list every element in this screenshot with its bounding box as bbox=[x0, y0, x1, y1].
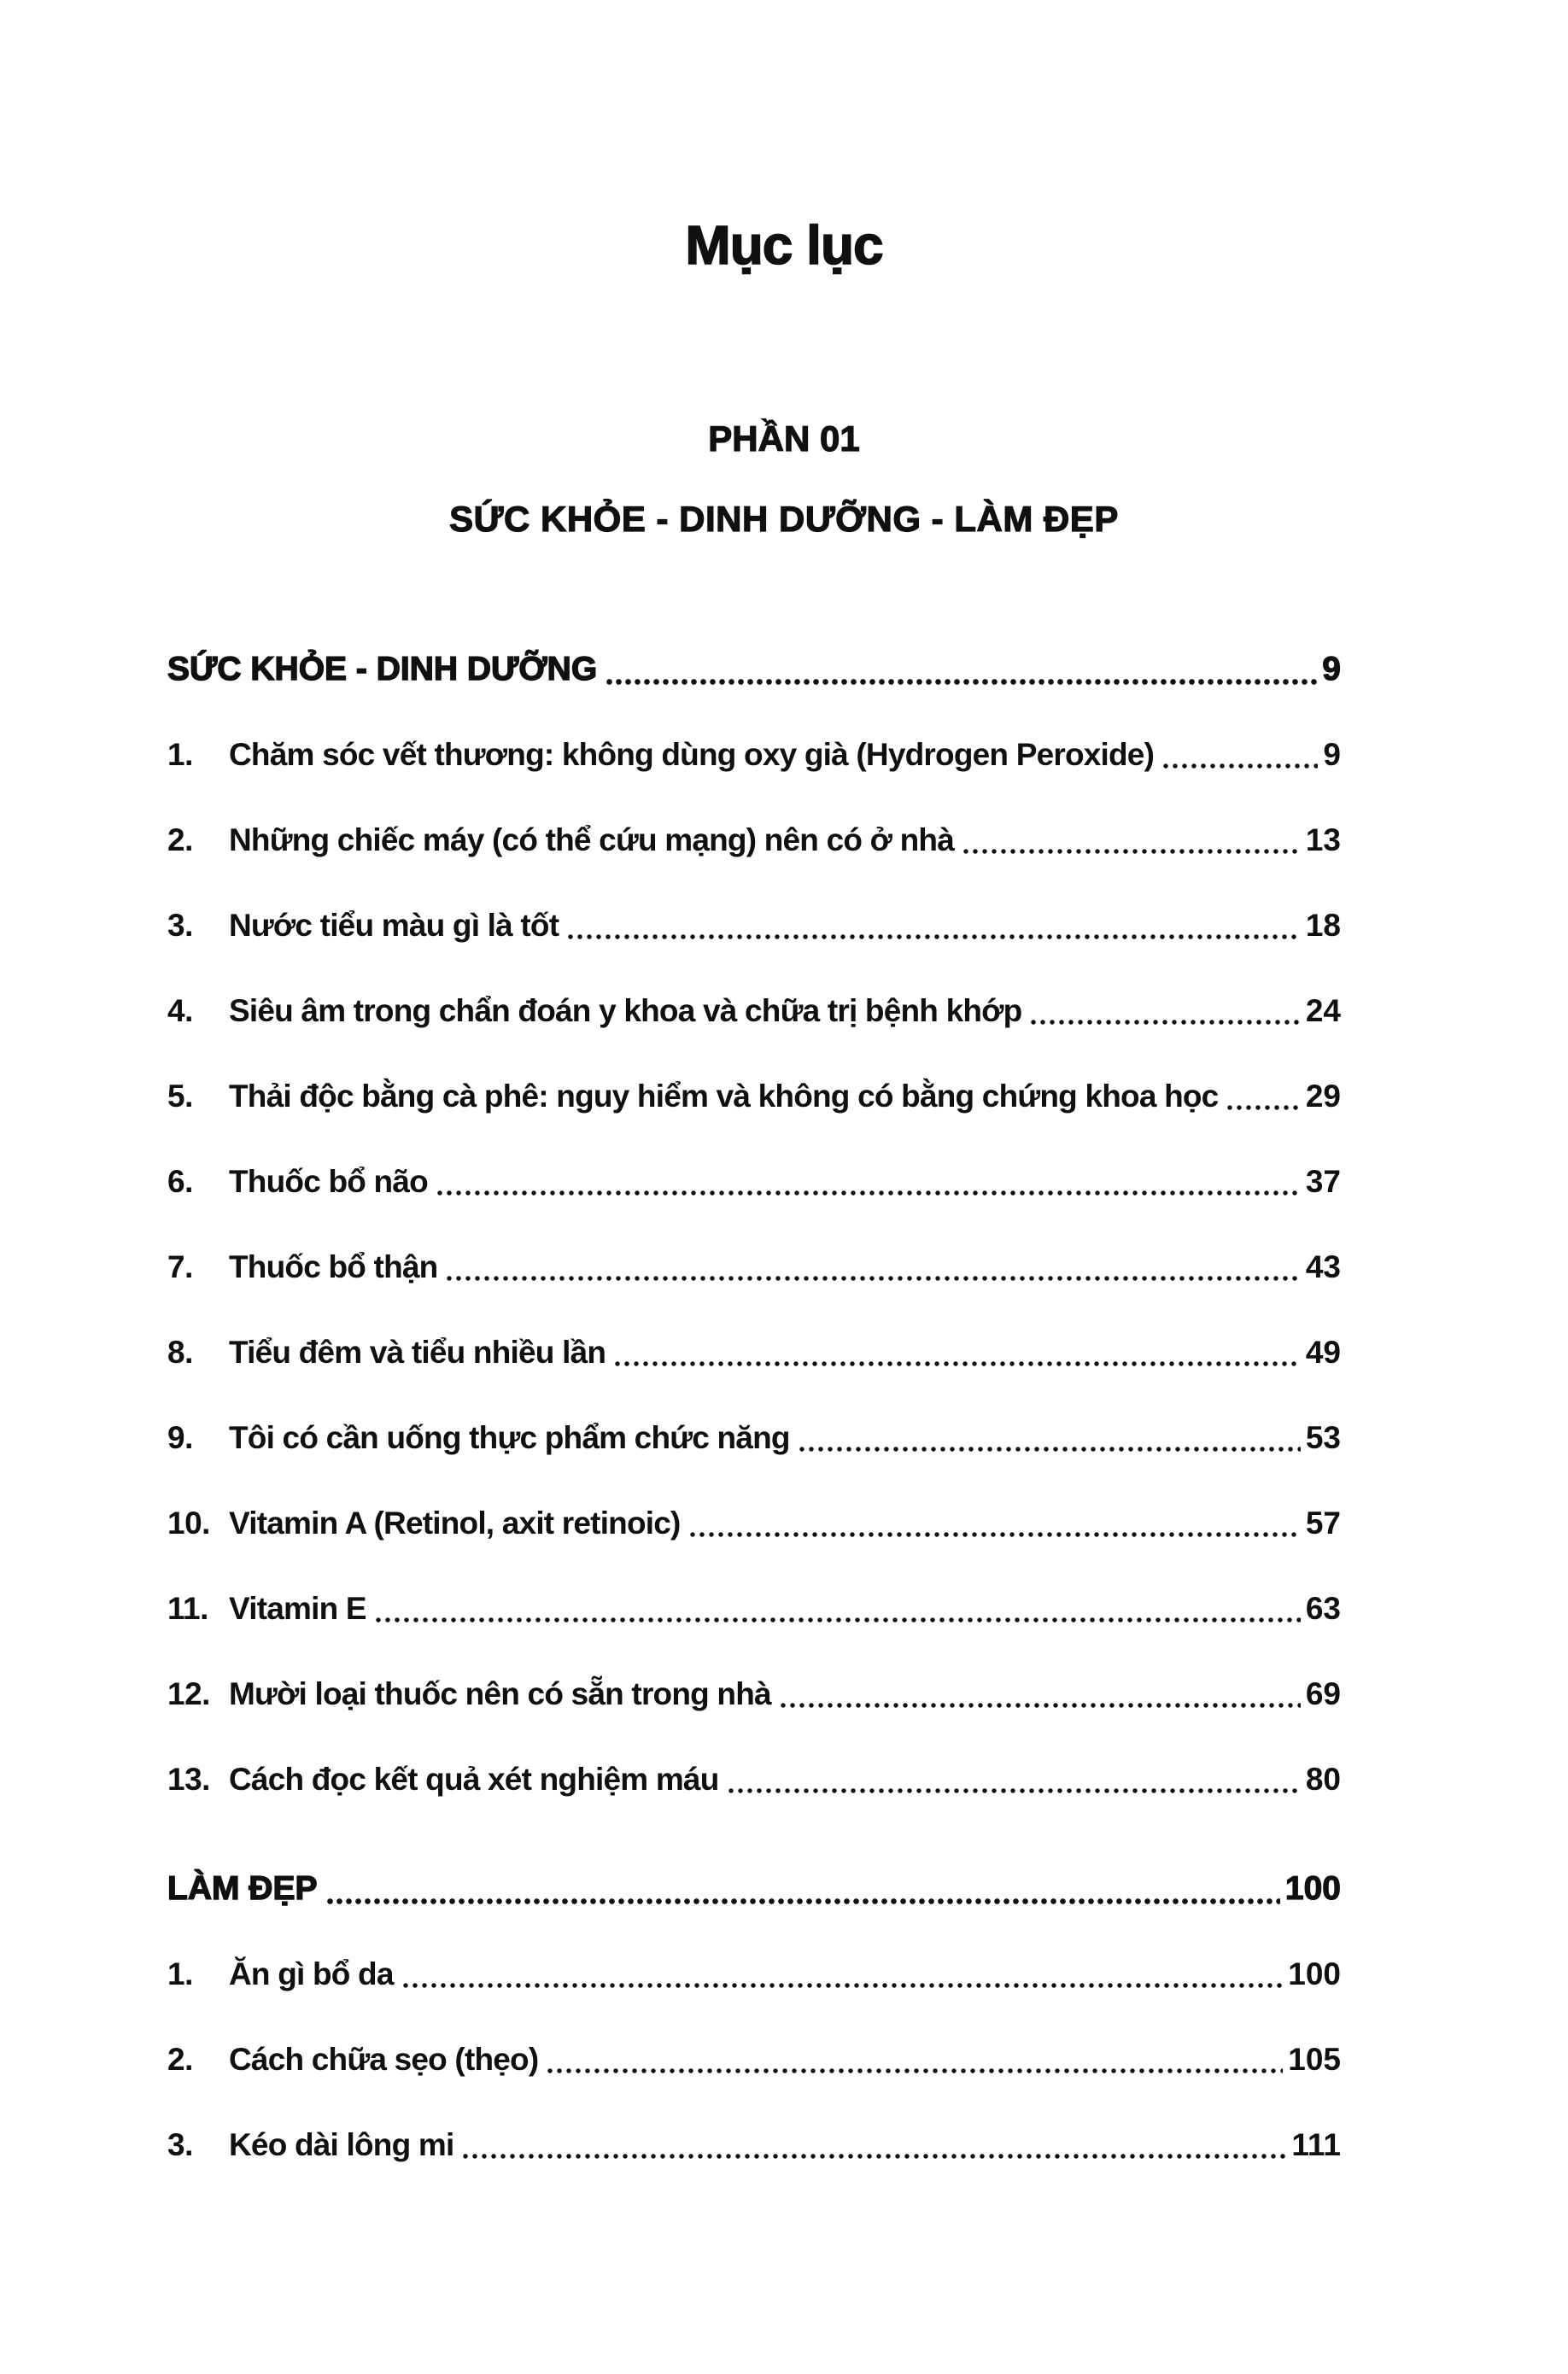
toc-item-number: 3. bbox=[167, 908, 193, 944]
toc-item-title: Vitamin E bbox=[229, 1591, 366, 1627]
toc-section bbox=[167, 1846, 1341, 2188]
toc-item-page-number: 29 bbox=[1305, 1079, 1341, 1114]
toc-item-title: Thải độc bằng cà phê: nguy hiểm và không có bằng chứng khoa học bbox=[229, 1079, 1219, 1114]
toc-section-heading-row bbox=[167, 627, 1341, 712]
toc-item-row bbox=[167, 712, 1341, 798]
toc-item-number: 6. bbox=[167, 1164, 193, 1200]
toc-item-title: Ăn gì bổ da bbox=[229, 1956, 394, 1992]
toc-section-heading-row bbox=[167, 1846, 1341, 1932]
toc-item-row bbox=[167, 798, 1341, 883]
toc-item-page-number: 9 bbox=[1323, 737, 1341, 773]
toc-item-page-number: 57 bbox=[1305, 1506, 1341, 1541]
toc-item-page-number: 37 bbox=[1305, 1164, 1341, 1200]
toc-item-title: Tiểu đêm và tiểu nhiều lần bbox=[229, 1335, 606, 1371]
toc-item-number: 2. bbox=[167, 2042, 193, 2078]
toc-item-number: 12. bbox=[167, 1676, 210, 1712]
part-label: PHẦN 01 bbox=[708, 418, 860, 459]
toc-item-number: 11. bbox=[167, 1591, 208, 1627]
toc-item-title: Thuốc bổ thận bbox=[229, 1249, 438, 1285]
toc-section bbox=[167, 627, 1341, 1822]
dot-leader bbox=[375, 1617, 1301, 1623]
dot-leader bbox=[799, 1446, 1301, 1453]
toc-item-page-number: 63 bbox=[1305, 1591, 1341, 1627]
toc-item-title: Vitamin A (Retinol, axit retinoic) bbox=[229, 1506, 681, 1541]
toc-item-page-number: 13 bbox=[1305, 822, 1341, 858]
toc-item-title: Siêu âm trong chẩn đoán y khoa và chữa trị bệnh khớp bbox=[229, 993, 1022, 1029]
dot-leader bbox=[436, 1190, 1301, 1196]
toc-item-page-number: 69 bbox=[1305, 1676, 1341, 1712]
toc-item-title: Những chiếc máy (có thể cứu mạng) nên có ở nhà bbox=[229, 822, 954, 858]
toc-item-page-number: 18 bbox=[1305, 908, 1341, 944]
toc-item-title: Cách đọc kết quả xét nghiệm máu bbox=[229, 1762, 719, 1798]
toc-item-row bbox=[167, 1481, 1341, 1566]
toc-item-title: Thuốc bổ não bbox=[229, 1164, 428, 1200]
toc-item-row bbox=[167, 1737, 1341, 1822]
toc-item-page-number: 100 bbox=[1288, 1956, 1341, 1992]
toc-item-number: 13. bbox=[167, 1762, 210, 1798]
toc-item-page-number: 111 bbox=[1291, 2127, 1341, 2163]
toc-item-row bbox=[167, 1652, 1341, 1737]
dot-leader bbox=[326, 1897, 1280, 1905]
toc-item-row bbox=[167, 1139, 1341, 1225]
toc-section-items bbox=[167, 1932, 1341, 2188]
dot-leader bbox=[462, 2153, 1286, 2160]
toc-item-row bbox=[167, 968, 1341, 1054]
page-title: Mục lục bbox=[685, 214, 883, 276]
section-heading: LÀM ĐẸP bbox=[167, 1870, 318, 1908]
toc-item-page-number: 49 bbox=[1305, 1335, 1341, 1371]
toc-item-page-number: 80 bbox=[1305, 1762, 1341, 1798]
toc-item-number: 3. bbox=[167, 2127, 193, 2163]
toc-item-number: 1. bbox=[167, 1956, 193, 1992]
dot-leader bbox=[1226, 1104, 1300, 1111]
toc-item-page-number: 105 bbox=[1288, 2042, 1341, 2078]
toc-item-row bbox=[167, 1566, 1341, 1652]
dot-leader bbox=[402, 1982, 1284, 1989]
dot-leader bbox=[1162, 763, 1318, 769]
toc-item-page-number: 53 bbox=[1305, 1420, 1341, 1456]
toc-item-row bbox=[167, 2017, 1341, 2102]
toc-item-number: 5. bbox=[167, 1079, 193, 1114]
dot-leader bbox=[614, 1360, 1301, 1367]
toc-item-number: 9. bbox=[167, 1420, 193, 1456]
toc-item-title: Mười loại thuốc nên có sẵn trong nhà bbox=[229, 1676, 771, 1712]
toc-item-number: 8. bbox=[167, 1335, 193, 1371]
dot-leader bbox=[728, 1787, 1301, 1794]
toc-item-title: Tôi có cần uống thực phẩm chức năng bbox=[229, 1420, 790, 1456]
toc-item-row bbox=[167, 883, 1341, 968]
toc-list bbox=[0, 627, 1568, 2188]
toc-item-title: Nước tiểu màu gì là tốt bbox=[229, 908, 559, 944]
toc-section-items bbox=[167, 712, 1341, 1822]
dot-leader bbox=[689, 1531, 1301, 1538]
toc-item-row bbox=[167, 1395, 1341, 1481]
section-page-number: 9 bbox=[1322, 651, 1341, 688]
toc-item-title: Kéo dài lông mi bbox=[229, 2127, 454, 2163]
dot-leader bbox=[1030, 1019, 1300, 1026]
toc-item-row bbox=[167, 2102, 1341, 2188]
toc-item-page-number: 24 bbox=[1305, 993, 1341, 1029]
toc-item-page-number: 43 bbox=[1305, 1249, 1341, 1285]
toc-item-number: 2. bbox=[167, 822, 193, 858]
toc-item-number: 1. bbox=[167, 737, 193, 773]
part-title: SỨC KHỎE - DINH DƯỠNG - LÀM ĐẸP bbox=[449, 499, 1119, 540]
toc-item-title: Cách chữa sẹo (thẹo) bbox=[229, 2042, 539, 2078]
dot-leader bbox=[446, 1275, 1300, 1282]
dot-leader bbox=[780, 1702, 1301, 1709]
section-page-number: 100 bbox=[1284, 1870, 1341, 1908]
toc-item-number: 4. bbox=[167, 993, 193, 1029]
dot-leader bbox=[547, 2067, 1283, 2074]
toc-item-row bbox=[167, 1054, 1341, 1139]
toc-item-number: 10. bbox=[167, 1506, 210, 1541]
toc-item-number: 7. bbox=[167, 1249, 193, 1285]
toc-item-row bbox=[167, 1225, 1341, 1310]
dot-leader bbox=[606, 678, 1317, 686]
toc-item-row bbox=[167, 1932, 1341, 2017]
dot-leader bbox=[962, 848, 1301, 855]
toc-item-title: Chăm sóc vết thương: không dùng oxy già (Hydrogen Peroxide) bbox=[229, 737, 1155, 773]
dot-leader bbox=[567, 933, 1301, 940]
toc-item-row bbox=[167, 1310, 1341, 1395]
section-heading: SỨC KHỎE - DINH DƯỠNG bbox=[167, 651, 598, 688]
